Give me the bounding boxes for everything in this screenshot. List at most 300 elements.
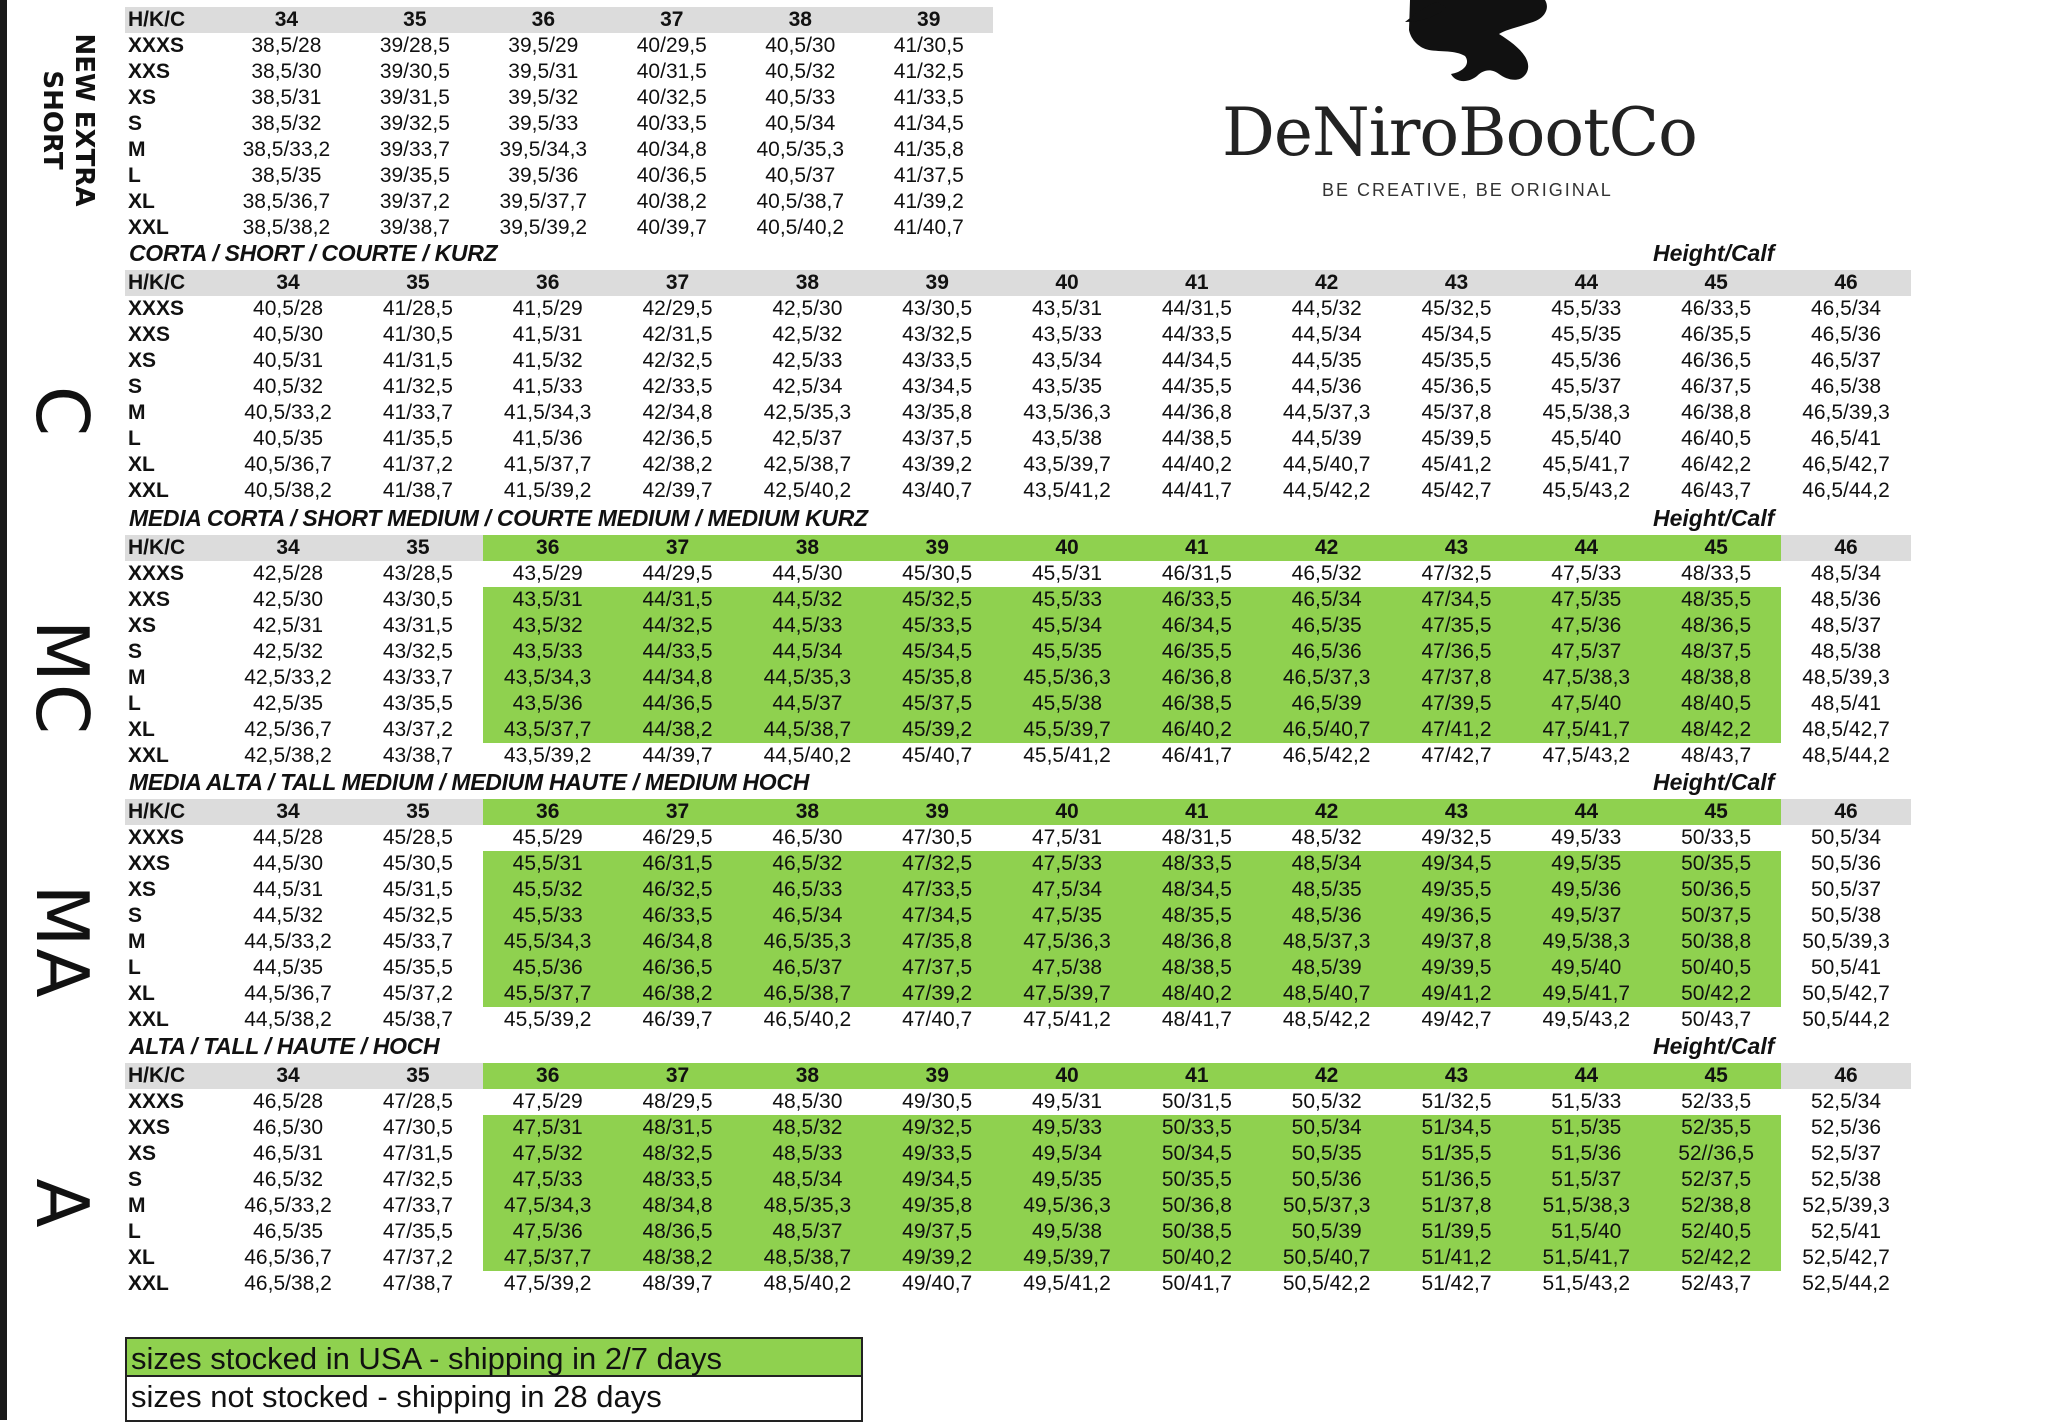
table-row [125, 215, 993, 241]
size-value: 49,5/31 [1031, 1090, 1103, 1113]
size-value: 50,5/34 [1810, 826, 1882, 849]
size-header: 46 [1834, 536, 1858, 559]
size-value: 38,5/36,7 [242, 190, 331, 213]
size-value: 47,5/35 [1521, 587, 1651, 613]
size-value: 40,5/38,7 [756, 190, 845, 213]
size-value: 52,5/39,3 [1802, 1194, 1890, 1217]
size-value: 46/37,5 [1681, 375, 1752, 398]
size-value: 46,5/37,3 [1262, 665, 1392, 691]
size-value: 45/28,5 [382, 826, 453, 849]
size-value: 47/35,5 [1392, 613, 1522, 639]
size-value: 46,5/34 [1262, 587, 1392, 613]
size-value: 45,5/36 [1551, 349, 1622, 372]
size-value: 45/32,5 [1421, 297, 1492, 320]
size-value: 46,5/44,2 [1802, 479, 1890, 502]
size-label: XXS [128, 60, 171, 83]
size-value: 44/31,5 [613, 587, 743, 613]
size-value: 43,5/39,2 [503, 744, 592, 767]
size-value: 46/34,5 [1132, 613, 1262, 639]
size-header: 34 [276, 271, 300, 294]
size-value: 44,5/32 [1291, 297, 1362, 320]
size-table-tall-medium [125, 799, 1911, 1033]
size-value: 44,5/39 [1291, 427, 1362, 450]
size-value: 51,5/41,7 [1521, 1245, 1651, 1271]
size-label: XXS [128, 1116, 171, 1139]
size-value: 47,5/36 [483, 1219, 613, 1245]
size-value: 49,5/43,2 [1542, 1008, 1631, 1031]
size-header: 35 [406, 1064, 430, 1087]
size-value: 41,5/29 [512, 297, 583, 320]
size-value: 44/36,8 [1161, 401, 1232, 424]
size-value: 39/37,2 [379, 190, 450, 213]
size-header: 37 [660, 8, 684, 31]
size-value: 48/42,2 [1651, 717, 1781, 743]
header-label: H/K/C [128, 800, 186, 823]
size-value: 45/31,5 [382, 878, 453, 901]
size-label: XXXS [128, 1090, 185, 1113]
size-value: 46,5/36 [1262, 639, 1392, 665]
size-value: 48/41,7 [1161, 1008, 1232, 1031]
size-value: 40,5/31 [253, 349, 324, 372]
size-value: 43/38,7 [382, 744, 453, 767]
size-value: 43,5/31 [483, 587, 613, 613]
size-value: 51/42,7 [1421, 1272, 1492, 1295]
size-value: 45,5/34 [1002, 613, 1132, 639]
size-value: 45,5/35 [1551, 323, 1622, 346]
size-value: 48/31,5 [613, 1115, 743, 1141]
size-value: 43,5/34,3 [483, 665, 613, 691]
table-row [125, 1089, 1911, 1115]
size-value: 47,5/40 [1521, 691, 1651, 717]
size-value: 43,5/31 [1031, 297, 1103, 320]
size-value: 48/38,8 [1651, 665, 1781, 691]
size-value: 50/38,5 [1132, 1219, 1262, 1245]
size-header: 42 [1262, 799, 1392, 825]
size-label: XXL [128, 479, 169, 502]
size-value: 41/30,5 [893, 34, 964, 57]
size-value: 44,5/36,7 [244, 982, 332, 1005]
size-label: XXXS [128, 34, 185, 57]
size-value: 50/37,5 [1651, 903, 1781, 929]
size-value: 44/35,5 [1161, 375, 1232, 398]
size-value: 44/41,7 [1161, 479, 1232, 502]
size-label: XS [128, 349, 157, 372]
size-value: 48/38,2 [613, 1245, 743, 1271]
size-value: 42,5/28 [253, 562, 324, 585]
size-value: 46/34,8 [613, 929, 743, 955]
size-value: 45/34,5 [872, 639, 1002, 665]
size-value: 43,5/34 [1031, 349, 1103, 372]
size-value: 47/38,7 [382, 1272, 453, 1295]
size-value: 43,5/36,3 [1023, 401, 1111, 424]
size-value: 48/29,5 [642, 1090, 713, 1113]
size-value: 44,5/33,2 [244, 930, 332, 953]
size-value: 46,5/38,2 [244, 1272, 332, 1295]
size-header: 39 [872, 799, 1002, 825]
size-label: L [128, 427, 141, 450]
size-value: 47,5/36 [1521, 613, 1651, 639]
size-value: 40/33,5 [636, 112, 707, 135]
size-value: 47/35,8 [872, 929, 1002, 955]
size-value: 46/35,5 [1681, 323, 1752, 346]
size-value: 46/40,2 [1132, 717, 1262, 743]
size-value: 41/31,5 [382, 349, 453, 372]
size-header: 45 [1651, 535, 1781, 561]
size-value: 50/33,5 [1681, 826, 1752, 849]
size-label: S [128, 904, 143, 927]
size-value: 42/33,5 [642, 375, 713, 398]
size-value: 46/43,7 [1681, 479, 1752, 502]
size-value: 45,5/41,7 [1542, 453, 1631, 476]
size-value: 40,5/40,2 [756, 216, 845, 239]
size-value: 41/34,5 [893, 112, 964, 135]
size-value: 41/32,5 [893, 60, 964, 83]
size-value: 40,5/36,7 [244, 453, 332, 476]
size-value: 50,5/42,2 [1282, 1272, 1371, 1295]
size-value: 50/42,2 [1651, 981, 1781, 1007]
size-value: 42,5/38,2 [244, 744, 332, 767]
size-value: 45,5/29 [512, 826, 583, 849]
table-row [125, 163, 993, 189]
size-value: 49/41,2 [1392, 981, 1522, 1007]
size-value: 48/36,8 [1132, 929, 1262, 955]
size-value: 48/35,5 [1132, 903, 1262, 929]
size-value: 48/40,5 [1651, 691, 1781, 717]
table-row [125, 955, 1911, 981]
size-value: 40/32,5 [636, 86, 707, 109]
size-value: 40,5/35 [253, 427, 324, 450]
size-value: 44,5/32 [253, 904, 324, 927]
size-value: 43/35,8 [902, 401, 973, 424]
table-row [125, 903, 1911, 929]
size-value: 39,5/32 [508, 86, 579, 109]
size-value: 50,5/32 [1291, 1090, 1362, 1113]
size-value: 39,5/37,7 [499, 190, 588, 213]
size-value: 42/29,5 [642, 297, 713, 320]
size-header: 44 [1521, 535, 1651, 561]
size-value: 50/43,7 [1681, 1008, 1752, 1031]
legend-stocked: sizes stocked in USA - shipping in 2/7 days [125, 1337, 863, 1377]
size-value: 46,5/35 [253, 1220, 324, 1243]
size-value: 45,5/32 [483, 877, 613, 903]
size-value: 40,5/37 [765, 164, 836, 187]
size-value: 45,5/31 [483, 851, 613, 877]
size-value: 41,5/37,7 [503, 453, 592, 476]
size-value: 46/38,5 [1132, 691, 1262, 717]
table-row [125, 189, 993, 215]
size-value: 42/32,5 [642, 349, 713, 372]
size-value: 50,5/38 [1810, 904, 1882, 927]
size-value: 45/38,7 [382, 1008, 453, 1031]
brand-slogan: BE CREATIVE, BE ORIGINAL [1322, 180, 1613, 200]
size-value: 44,5/40,2 [763, 744, 852, 767]
size-value: 42/38,2 [642, 453, 713, 476]
size-value: 44/39,7 [642, 744, 713, 767]
size-value: 41/35,8 [893, 138, 964, 161]
size-label: S [128, 1168, 143, 1191]
size-value: 48,5/40,7 [1262, 981, 1392, 1007]
table-row [125, 296, 1911, 322]
size-value: 47,5/29 [512, 1090, 583, 1113]
size-value: 47/40,7 [902, 1008, 973, 1031]
size-value: 44,5/33 [742, 613, 872, 639]
size-value: 44,5/36 [1291, 375, 1362, 398]
size-value: 49/42,7 [1421, 1008, 1492, 1031]
size-value: 44/29,5 [642, 562, 713, 585]
size-value: 39,5/31 [508, 60, 579, 83]
size-value: 45/37,5 [872, 691, 1002, 717]
size-value: 50,5/36 [1810, 852, 1882, 875]
size-value: 47,5/34,3 [483, 1193, 613, 1219]
size-header: 38 [788, 8, 812, 31]
table-row [125, 851, 1911, 877]
size-header: 45 [1651, 799, 1781, 825]
size-value: 48,5/35 [1262, 877, 1392, 903]
size-header: 40 [1002, 1063, 1132, 1089]
size-value: 50/35,5 [1132, 1167, 1262, 1193]
brand-name: DeNiroBootCo [1222, 94, 1697, 171]
size-header: 43 [1392, 535, 1522, 561]
size-label: XL [128, 453, 155, 476]
size-value: 44/34,5 [1161, 349, 1232, 372]
size-value: 50/31,5 [1161, 1090, 1232, 1113]
size-value: 47/30,5 [382, 1116, 453, 1139]
size-value: 42,5/36,7 [244, 718, 332, 741]
size-value: 50/34,5 [1132, 1141, 1262, 1167]
size-label: S [128, 375, 143, 398]
size-value: 40,5/32 [765, 60, 836, 83]
size-value: 48,5/42,7 [1802, 718, 1890, 741]
size-header: 44 [1521, 1063, 1651, 1089]
size-value: 43,5/37,7 [483, 717, 613, 743]
size-value: 49/37,8 [1392, 929, 1522, 955]
size-value: 40,5/32 [253, 375, 324, 398]
size-label: XXXS [128, 562, 185, 585]
table-row [125, 1245, 1911, 1271]
size-value: 48,5/44,2 [1802, 744, 1890, 767]
size-value: 45/37,8 [1421, 401, 1492, 424]
size-header: 45 [1704, 271, 1728, 294]
size-value: 50,5/37,3 [1262, 1193, 1392, 1219]
size-value: 52/37,5 [1651, 1167, 1781, 1193]
size-label: XXS [128, 852, 171, 875]
size-value: 50,5/36 [1262, 1167, 1392, 1193]
size-value: 46,5/38,7 [742, 981, 872, 1007]
size-value: 44,5/38,7 [742, 717, 872, 743]
size-value: 39,5/34,3 [499, 138, 588, 161]
size-value: 48,5/38,7 [742, 1245, 872, 1271]
size-value: 44,5/30 [772, 562, 843, 585]
size-value: 49,5/37 [1521, 903, 1651, 929]
size-value: 46/33,5 [1681, 297, 1752, 320]
side-label-ma: MA [20, 884, 104, 1000]
size-value: 46,5/32 [742, 851, 872, 877]
size-value: 47,5/36,3 [1002, 929, 1132, 955]
table-row [125, 1193, 1911, 1219]
side-label-c: C [20, 385, 104, 439]
size-header: 36 [483, 799, 613, 825]
table-row [125, 33, 993, 59]
table-row [125, 400, 1911, 426]
size-value: 48,5/39,3 [1802, 666, 1890, 689]
size-value: 38,5/33,2 [242, 138, 331, 161]
size-header: 43 [1444, 271, 1469, 294]
size-value: 45/41,2 [1421, 453, 1492, 476]
size-value: 49/33,5 [872, 1141, 1002, 1167]
size-value: 52,5/42,7 [1802, 1246, 1890, 1269]
size-value: 40/34,8 [636, 138, 707, 161]
size-value: 47,5/32 [483, 1141, 613, 1167]
section-title-tall: ALTA / TALL / HAUTE / HOCH [129, 1033, 440, 1059]
size-header: 41 [1132, 1063, 1262, 1089]
size-value: 41,5/32 [512, 349, 583, 372]
size-value: 39/30,5 [379, 60, 450, 83]
size-value: 43/34,5 [902, 375, 973, 398]
table-row [125, 561, 1911, 587]
size-header: 35 [406, 800, 430, 823]
size-value: 49/35,5 [1392, 877, 1522, 903]
size-value: 49/39,5 [1392, 955, 1522, 981]
size-value: 51/35,5 [1392, 1141, 1522, 1167]
size-value: 41,5/39,2 [503, 479, 592, 502]
size-value: 45/42,7 [1421, 479, 1492, 502]
size-value: 40/38,2 [636, 190, 707, 213]
size-value: 44/33,5 [613, 639, 743, 665]
size-header: 37 [613, 535, 743, 561]
size-header: 39 [917, 8, 941, 31]
size-table-short-medium [125, 535, 1911, 769]
size-value: 41,5/31 [512, 323, 583, 346]
size-value: 48,5/37 [1810, 614, 1882, 637]
size-value: 48/33,5 [1681, 562, 1752, 585]
size-value: 45,5/33 [1551, 297, 1622, 320]
size-value: 48/34,8 [613, 1193, 743, 1219]
section-title-short: CORTA / SHORT / COURTE / KURZ [129, 240, 498, 266]
size-value: 48,5/33 [742, 1141, 872, 1167]
size-value: 47,5/43,2 [1542, 744, 1631, 767]
size-header: 46 [1834, 271, 1858, 294]
size-value: 46/41,7 [1161, 744, 1232, 767]
size-value: 43,5/35 [1031, 375, 1103, 398]
size-value: 40,5/28 [253, 297, 324, 320]
height-calf-label: Height/Calf [1653, 505, 1775, 531]
size-label: XXL [128, 216, 169, 239]
size-value: 49,5/36,3 [1002, 1193, 1132, 1219]
size-value: 39/32,5 [379, 112, 450, 135]
size-value: 39/35,5 [379, 164, 450, 187]
size-value: 48,5/34 [742, 1167, 872, 1193]
size-value: 49/39,2 [872, 1245, 1002, 1271]
size-value: 45,5/38,3 [1542, 401, 1631, 424]
size-value: 45,5/33 [483, 903, 613, 929]
size-header: 34 [276, 800, 300, 823]
size-value: 47,5/41,2 [1023, 1008, 1111, 1031]
size-value: 49,5/33 [1002, 1115, 1132, 1141]
size-value: 43/28,5 [382, 562, 453, 585]
size-value: 52/35,5 [1651, 1115, 1781, 1141]
size-value: 51,5/36 [1521, 1141, 1651, 1167]
size-label: S [128, 112, 143, 135]
size-value: 48/36,5 [613, 1219, 743, 1245]
size-value: 52/42,2 [1651, 1245, 1781, 1271]
size-value: 47,5/35 [1002, 903, 1132, 929]
size-value: 42/31,5 [642, 323, 713, 346]
size-value: 47/32,5 [382, 1168, 453, 1191]
size-header: 41 [1185, 271, 1209, 294]
size-value: 50/38,8 [1651, 929, 1781, 955]
size-value: 47,5/38,3 [1521, 665, 1651, 691]
height-calf-label: Height/Calf [1653, 1033, 1775, 1059]
size-value: 49,5/41,2 [1023, 1272, 1111, 1295]
size-value: 46,5/32 [253, 1168, 324, 1191]
size-value: 48,5/38 [1810, 640, 1882, 663]
size-value: 40/31,5 [636, 60, 707, 83]
size-header: 36 [531, 8, 555, 31]
table-row [125, 85, 993, 111]
size-value: 47/31,5 [382, 1142, 453, 1165]
table-row [125, 825, 1911, 851]
size-value: 49/36,5 [1392, 903, 1522, 929]
table-row [125, 478, 1911, 504]
size-value: 44/38,2 [613, 717, 743, 743]
size-value: 46,5/34 [742, 903, 872, 929]
size-value: 38,5/30 [251, 60, 322, 83]
size-value: 46,5/34 [1810, 297, 1882, 320]
size-value: 51,5/43,2 [1542, 1272, 1631, 1295]
size-value: 47/34,5 [1392, 587, 1522, 613]
size-label: XXXS [128, 826, 185, 849]
size-value: 41/37,2 [382, 453, 453, 476]
size-value: 45,5/35 [1002, 639, 1132, 665]
size-value: 44,5/31 [253, 878, 324, 901]
size-value: 42,5/30 [253, 588, 324, 611]
size-value: 46/40,5 [1681, 427, 1752, 450]
size-value: 46,5/30 [253, 1116, 324, 1139]
size-value: 44,5/35 [253, 956, 324, 979]
size-value: 50/36,8 [1132, 1193, 1262, 1219]
size-value: 49/30,5 [902, 1090, 973, 1113]
size-value: 41/38,7 [382, 479, 453, 502]
size-value: 39/38,7 [379, 216, 450, 239]
size-value: 43/37,2 [382, 718, 453, 741]
height-calf-label: Height/Calf [1653, 240, 1775, 266]
size-value: 47/32,5 [1421, 562, 1492, 585]
size-value: 45/35,8 [872, 665, 1002, 691]
size-value: 46,5/33 [742, 877, 872, 903]
size-value: 45,5/33 [1002, 587, 1132, 613]
header-row [125, 799, 1911, 825]
size-value: 49/34,5 [1392, 851, 1522, 877]
size-value: 44,5/38,2 [244, 1008, 332, 1031]
size-value: 45,5/40 [1551, 427, 1622, 450]
size-value: 47/30,5 [902, 826, 973, 849]
size-value: 45/40,7 [902, 744, 973, 767]
size-value: 40,5/38,2 [244, 479, 332, 502]
size-value: 43/37,5 [902, 427, 973, 450]
size-value: 48,5/32 [1291, 826, 1362, 849]
size-value: 52/33,5 [1681, 1090, 1752, 1113]
size-label: L [128, 1220, 141, 1243]
size-table-tall [125, 1063, 1911, 1297]
size-label: M [128, 930, 146, 953]
table-row [125, 639, 1911, 665]
size-value: 52,5/38 [1810, 1168, 1882, 1191]
size-label: XS [128, 878, 157, 901]
size-value: 39/33,7 [379, 138, 450, 161]
size-value: 46/29,5 [642, 826, 713, 849]
size-header: 39 [872, 1063, 1002, 1089]
header-row [125, 7, 993, 33]
